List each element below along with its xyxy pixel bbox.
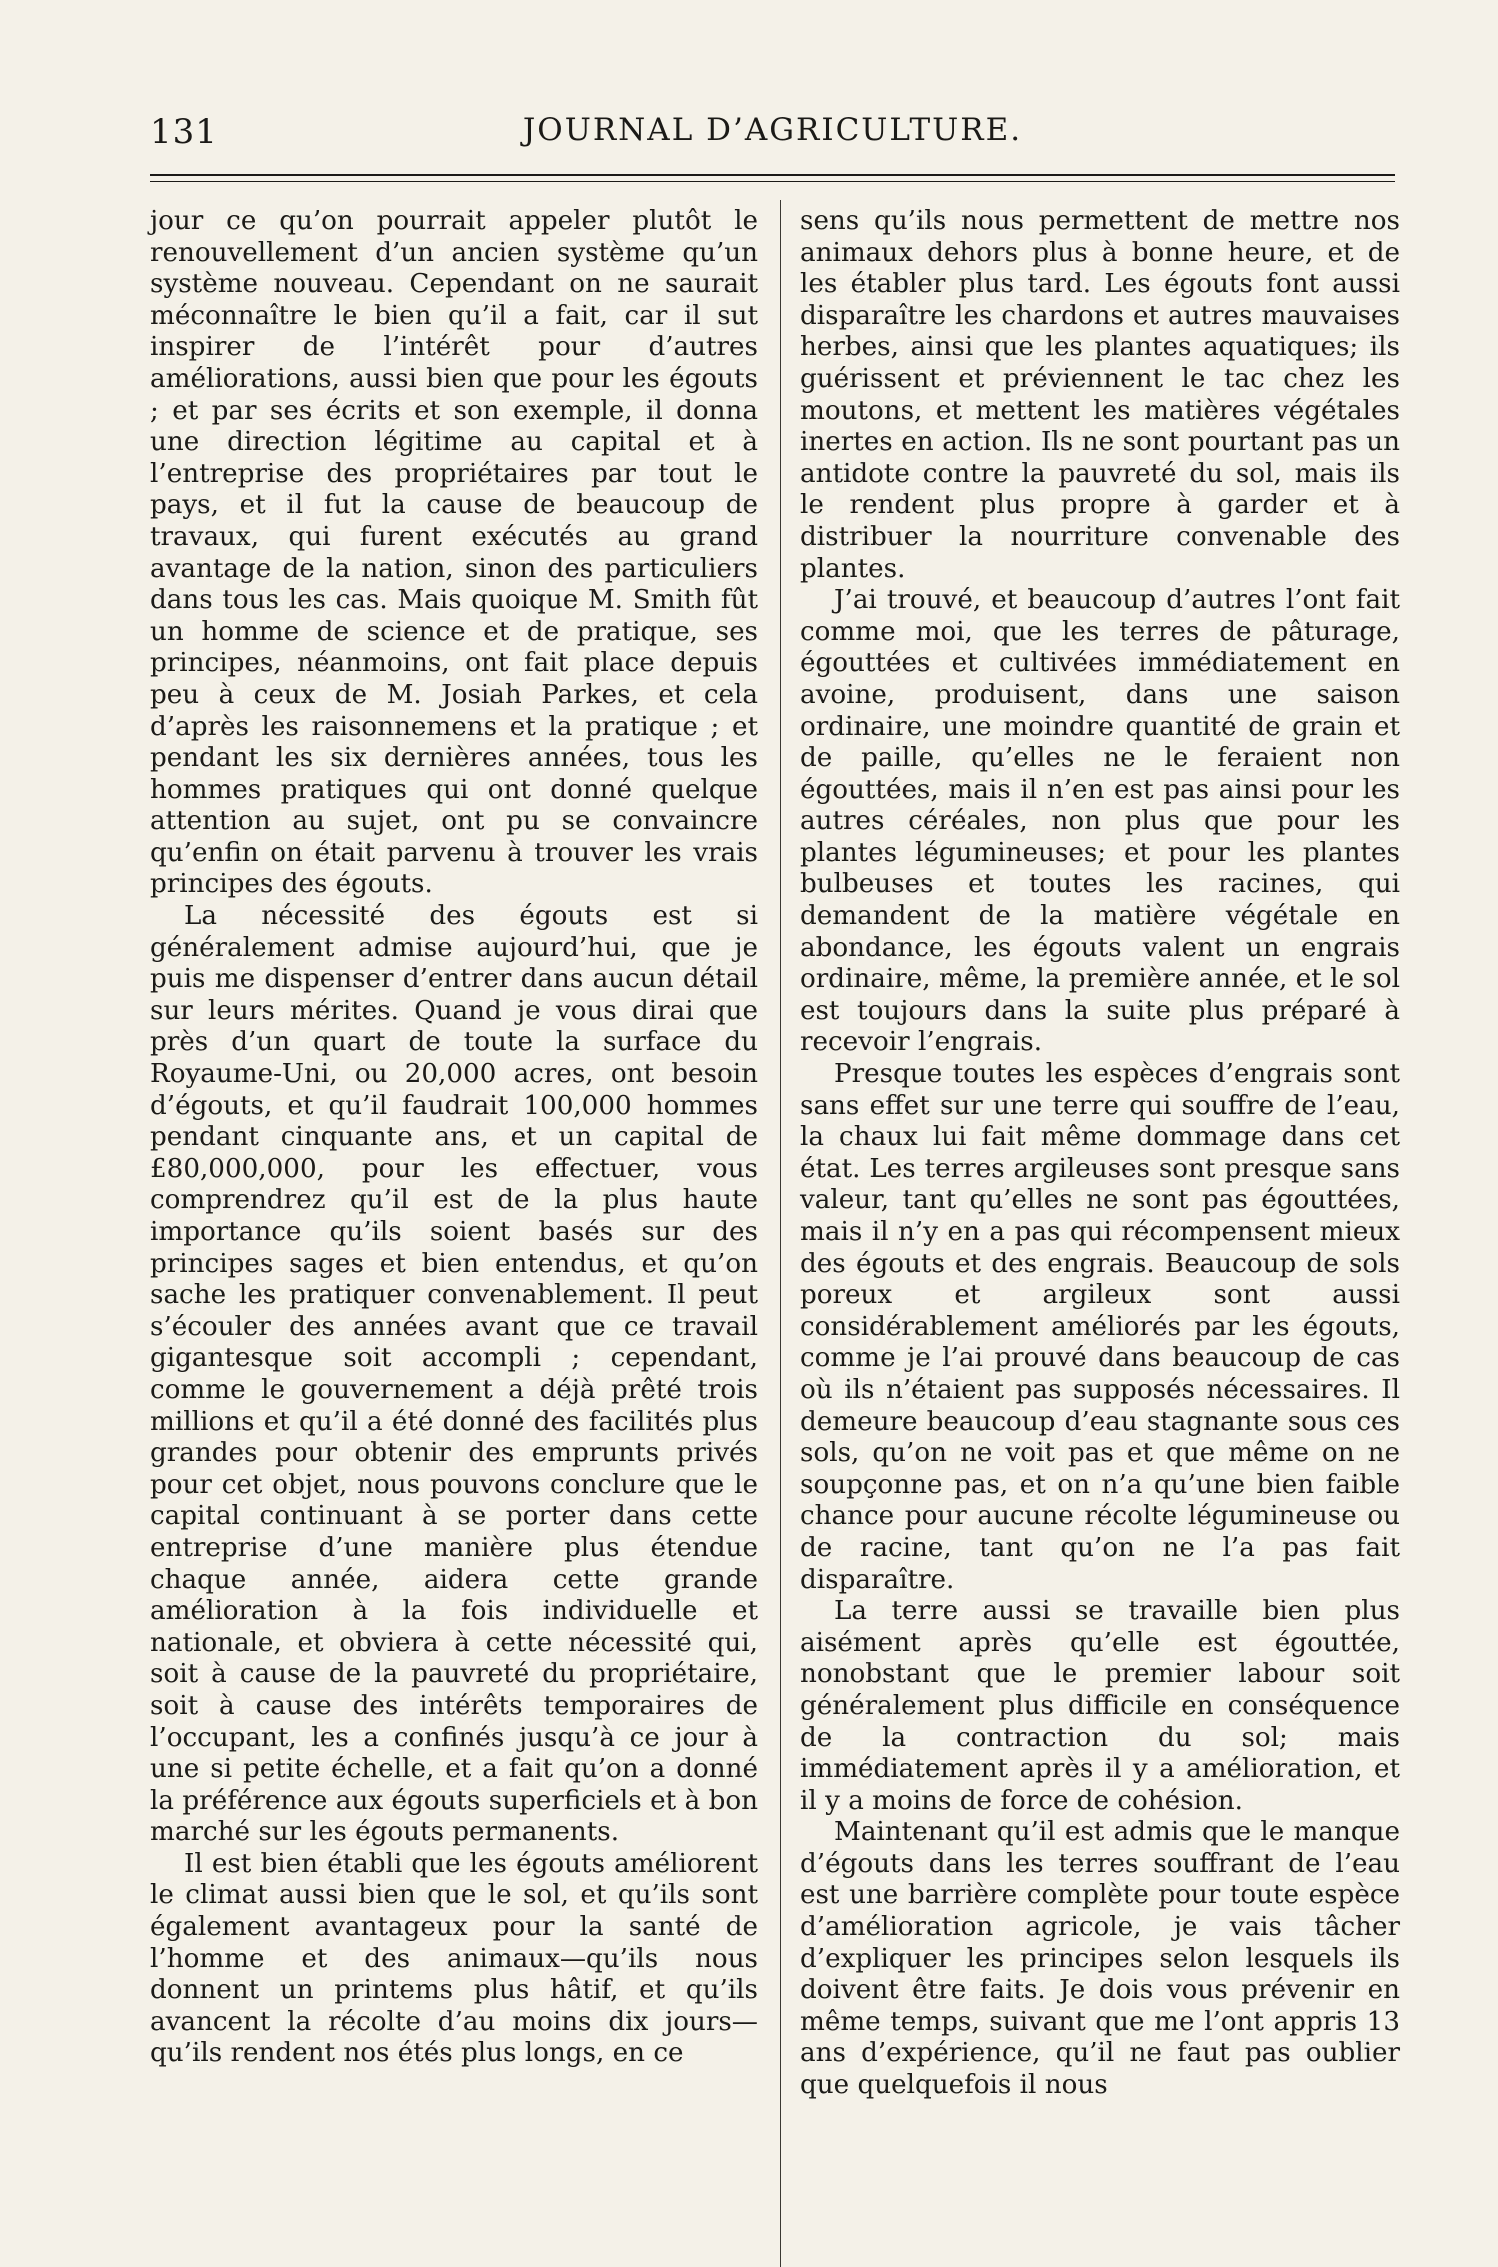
paragraph: La nécessité des égouts est si généralement admise aujourd’hui, que je puis me dispenser d’entrer dans aucun détail sur leurs mérites. Quand je vous dirai que près d’un quart de toute la surface du Royaume-Uni, ou 20,000 acres, ont besoin d’égouts, et qu’il faudrait 100,000 hommes pendant cinquante ans, et un capital de £80,000,000, pour les effectuer, vous comprendrez qu’il est de la plus haute importance qu’ils soient basés sur des principes sages et bien entendus, et qu’on sache les pratiquer convenablement. Il peut s’écouler des années avant que ce travail gigantesque soit accompli ; cependant, comme le gouvernement a déjà prêté trois millions et qu’il a été donné des facilités plus grandes pour obtenir des emprunts privés pour cet objet, nous pouvons conclure que le capital continuant à se porter dans cette entreprise d’une manière plus étendue chaque année, aidera cette grande amélioration à la fois individuelle et nationale, et obviera à cette nécessité qui, soit à cause de la pauvreté du propriétaire, soit à cause des intérêts temporaires de l’occupant, les a confinés jusqu’à ce jour à une si petite échelle, et a fait qu’on a donné la préférence aux égouts superficiels et à bon marché sur les égouts permanents. (150, 901, 758, 1848)
left-column (150, 206, 758, 2070)
paragraph: La terre aussi se travaille bien plus aisément après qu’elle est égouttée, nonobstant que le premier labour soit généralement plus difficile en conséquence de la contraction du sol; mais immédiatement après il y a amélioration, et il y a moins de force de cohésion. (800, 1596, 1400, 1816)
right-column (800, 206, 1400, 2102)
paragraph: Il est bien établi que les égouts améliorent le climat aussi bien que le sol, et qu’ils sont également avantageux pour la santé de l’homme et des animaux—qu’ils nous donnent un printems plus hâtif, et qu’ils avancent la récolte d’au moins dix jours—qu’ils rendent nos étés plus longs, en ce (150, 1848, 758, 2069)
header-rule (150, 174, 1395, 176)
paragraph: sens qu’ils nous permettent de mettre nos animaux dehors plus à bonne heure, et de les établer plus tard. Les égouts font aussi disparaître les chardons et autres mauvaises herbes, ainsi que les plantes aquatiques; ils guérissent et préviennent le tac chez les moutons, et mettent les matières végétales inertes en action. Ils ne sont pourtant pas un antidote contre la pauvreté du sol, mais ils le rendent plus propre à garder et à distribuer la nourriture convenable des plantes. (800, 206, 1400, 584)
paragraph: J’ai trouvé, et beaucoup d’autres l’ont fait comme moi, que les terres de pâturage, égouttées et cultivées immédiatement en avoine, produisent, dans une saison ordinaire, une moindre quantité de grain et de paille, qu’elles ne le feraient non égouttées, mais il n’en est pas ainsi pour les autres céréales, non plus que pour les plantes légumineuses; et pour les plantes bulbeuses et toutes les racines, qui demandent de la matière végétale en abondance, les égouts valent un engrais ordinaire, même, la première année, et le sol est toujours dans la suite plus préparé à recevoir l’engrais. (800, 585, 1400, 1058)
page-number: 131 (150, 112, 218, 152)
running-title: JOURNAL D’AGRICULTURE. (522, 112, 1023, 148)
paragraph: jour ce qu’on pourrait appeler plutôt le renouvellement d’un ancien système qu’un système nouveau. Cependant on ne saurait méconnaître le bien qu’il a fait, car il sut inspirer de l’intérêt pour d’autres améliorations, aussi bien que pour les égouts ; et par ses écrits et son exemple, il donna une direction légitime au capital et à l’entreprise des propriétaires par tout le pays, et il fut la cause de beaucoup de travaux, qui furent exécutés au grand avantage de la nation, sinon des particuliers dans tous les cas. Mais quoique M. Smith fût un homme de science et de pratique, ses principes, néanmoins, ont fait place depuis peu à ceux de M. Josiah Parkes, et cela d’après les raisonnemens et la pratique ; et pendant les six dernières années, tous les hommes pratiques qui ont donné quelque attention au sujet, ont pu se convaincre qu’enfin on était parvenu à trouver les vrais principes des égouts. (150, 206, 758, 900)
paragraph: Presque toutes les espèces d’engrais sont sans effet sur une terre qui souffre de l’eau, la chaux lui fait même dommage dans cet état. Les terres argileuses sont presque sans valeur, tant qu’elles ne sont pas égouttées, mais il n’y en a pas qui récompensent mieux des égouts et des engrais. Beaucoup de sols poreux et argileux sont aussi considérablement améliorés par les égouts, comme je l’ai prouvé dans beaucoup de cas où ils n’étaient pas supposés nécessaires. Il demeure beaucoup d’eau stagnante sous ces sols, qu’on ne voit pas et que même on ne soupçonne pas, et on n’a qu’une bien faible chance pour aucune récolte légumineuse ou de racine, tant qu’on ne l’a pas fait disparaître. (800, 1059, 1400, 1595)
paragraph: Maintenant qu’il est admis que le manque d’égouts dans les terres souffrant de l’eau est une barrière complète pour toute espèce d’amélioration agricole, je vais tâcher d’expliquer les principes selon lesquels ils doivent être faits. Je dois vous prévenir en même temps, suivant que me l’ont appris 13 ans d’expérience, qu’il ne faut pas oublier que quelquefois il nous (800, 1817, 1400, 2101)
column-divider (780, 200, 781, 2267)
header-rule-thin (150, 181, 1395, 182)
page-header (150, 112, 1395, 162)
